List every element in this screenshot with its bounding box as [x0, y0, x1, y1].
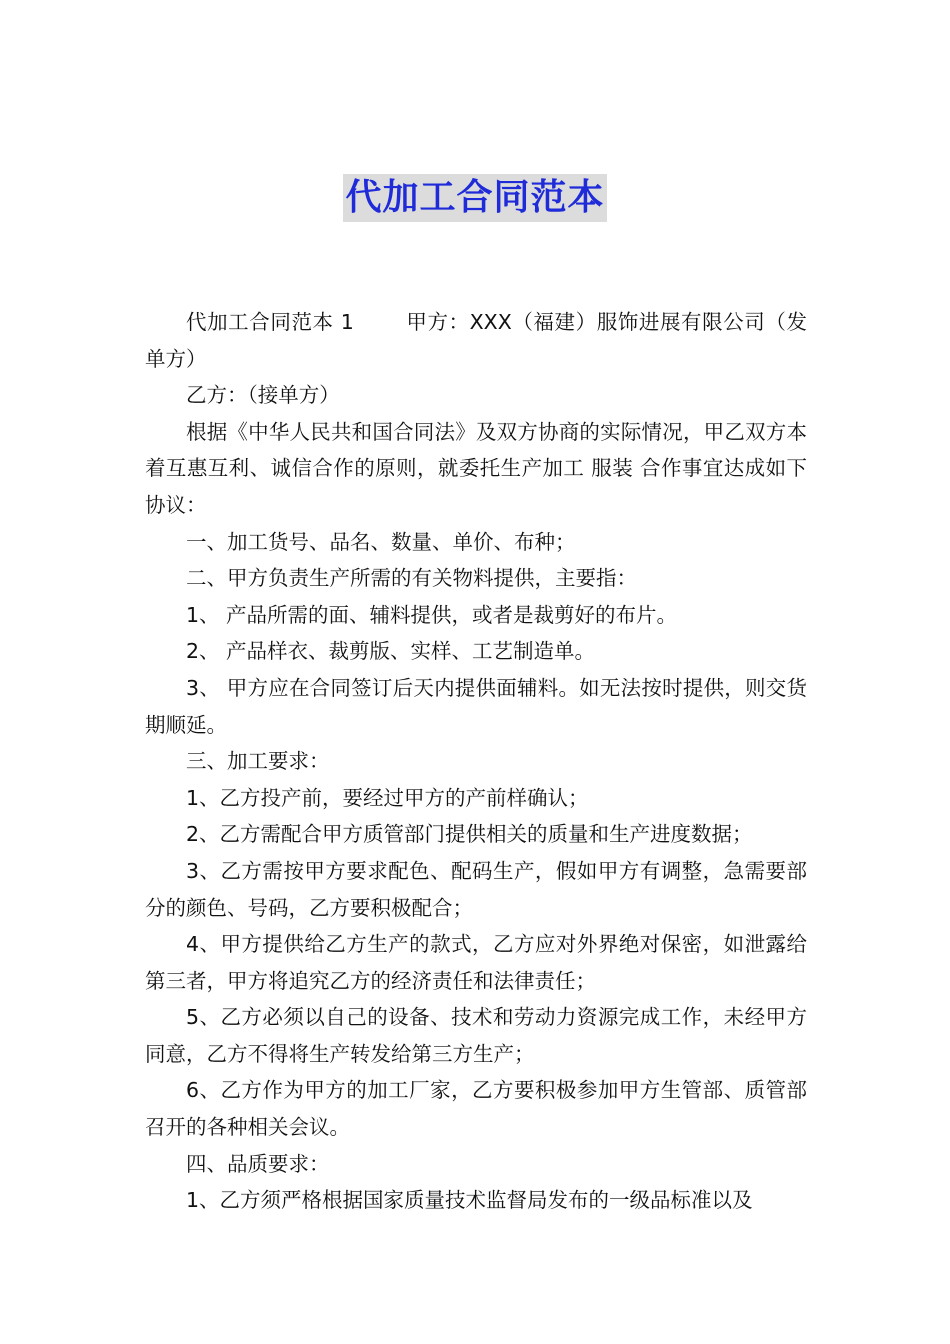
paragraph: 1、 产品所需的面、辅料提供，或者是裁剪好的布片。 — [186, 602, 678, 627]
paragraph: 3、 甲方应在合同签订后天内提供面辅料。如无法按时提供，则交货期顺延。 — [145, 675, 807, 737]
intro-left: 代加工合同范本 1 — [186, 310, 354, 334]
paragraph: 1、乙方投产前，要经过甲方的产前样确认； — [186, 785, 589, 810]
paragraph: 2、 产品样衣、裁剪版、实样、工艺制造单。 — [186, 639, 596, 664]
paragraph: 1、乙方须严格根据国家质量技术监督局发布的一级品标准以及 — [186, 1188, 753, 1213]
document-title: 代加工合同范本 — [343, 174, 606, 222]
title-container — [0, 174, 950, 222]
intro-paragraph — [145, 304, 807, 377]
paragraph: 2、乙方需配合甲方质管部门提供相关的质量和生产进度数据； — [186, 822, 753, 847]
paragraph: 四、品质要求： — [186, 1151, 330, 1176]
paragraph: 5、乙方必须以自己的设备、技术和劳动力资源完成工作，未经甲方同意，乙方不得将生产转发给第三方生产； — [145, 1005, 807, 1066]
paragraph: 一、加工货号、品名、数量、单价、布种； — [186, 529, 576, 554]
paragraph: 根据《中华人民共和国合同法》及双方协商的实际情况，甲乙双方本着互惠互利、诚信合作的原则，就委托生产加工 服装 合作事宜达成如下协议： — [145, 419, 807, 517]
paragraph: 3、乙方需按甲方要求配色、配码生产，假如甲方有调整，急需要部分的颜色、号码，乙方要积极配合； — [145, 858, 807, 920]
paragraph: 6、乙方作为甲方的加工厂家，乙方要积极参加甲方生管部、质管部召开的各种相关会议。 — [145, 1078, 807, 1140]
document-body — [145, 304, 807, 1219]
paragraph: 三、加工要求： — [186, 749, 330, 774]
intro-right: 甲方：XXX（福建）服饰进展有限公司（发单方） — [145, 310, 807, 371]
paragraph: 乙方：（接单方） — [186, 383, 340, 408]
paragraph: 4、甲方提供给乙方生产的款式，乙方应对外界绝对保密，如泄露给第三者，甲方将追究乙方的经济责任和法律责任； — [145, 932, 807, 993]
paragraph: 二、甲方负责生产所需的有关物料提供，主要指： — [186, 566, 637, 591]
